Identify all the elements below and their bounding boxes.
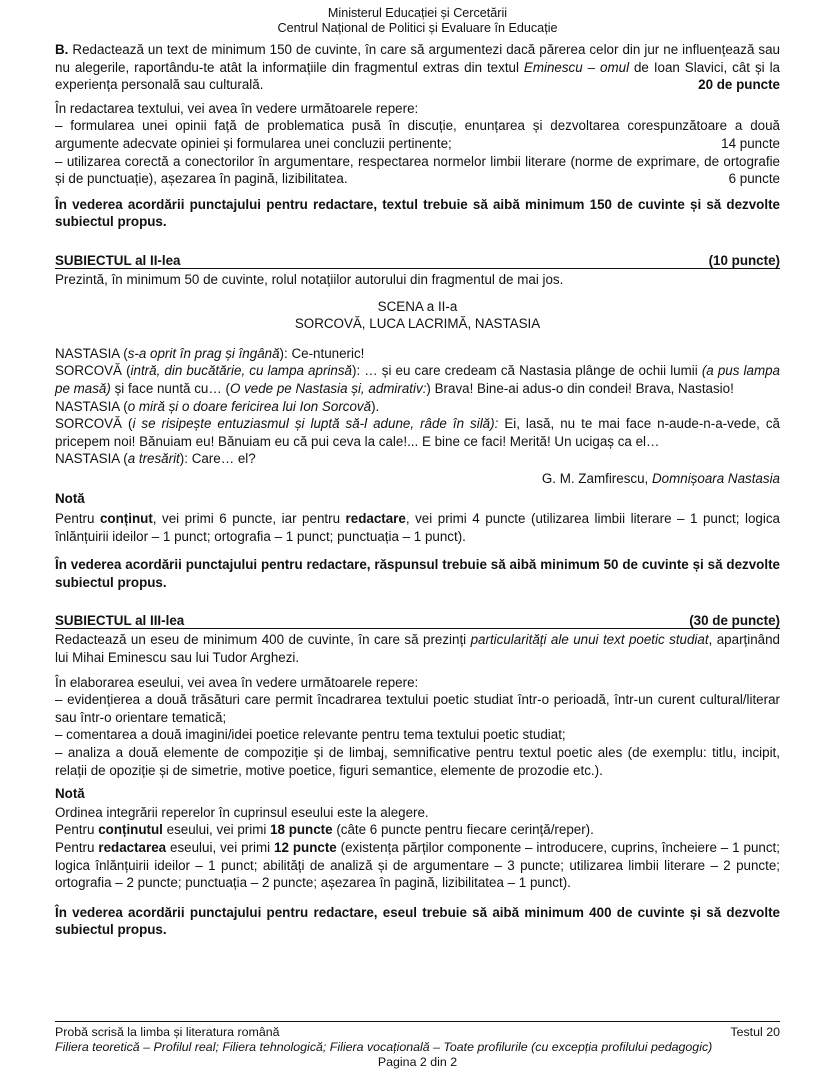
part-b-item-1: – formularea unei opinii față de problematica pusă în discuție, enunțarea și dezvoltarea corespunzătoare a două argumente adecvate opiniei și formularea unei concluzii pertinente; 14 puncte <box>55 118 780 151</box>
page-footer <box>55 1021 780 1070</box>
dialogue-line-2: SORCOVĂ (intră, din bucătărie, cu lampa aprinsă): … și eu care credeam că Nastasia plânge de ochii lumii (a pus lampa pe masă) și face nuntă cu… (O vede pe Nastasia și, admirativ:) Brava! Bine-ai adus-o din condei! Brava, Nastasio! <box>55 363 780 396</box>
subject-2-note: Pentru conținut, vei primi 6 puncte, iar pentru redactare, vei primi 4 puncte (utilizarea limbii literare – 1 punct; logica înlănțuirii ideilor – 1 punct; ortografia – 1 punct; punctuația – 1 punct). <box>55 511 780 544</box>
subject-3-note-title: Notă <box>55 786 85 802</box>
subject-3-intro: În elaborarea eseului, vei avea în vedere următoarele repere: <box>55 674 419 690</box>
part-b-item-2-points: 6 puncte <box>728 171 780 187</box>
dialogue-line-4: SORCOVĂ (i se risipește entuziasmul și luptă să-l adune, râde în silă): Ei, lasă, nu te mai face n-aude-n-a-vede, că pricepem noi! Bănuiam eu! Bănuiam eu că pui ceva la cale!... E bine ce faci! Merită! Un ucigaș ca el… <box>55 416 781 449</box>
ministry-name: Ministerul Educației și Cercetării <box>327 6 508 20</box>
subject-3-item-1: – evidențierea a două trăsături care permit încadrarea textului poetic studiat într-o perioadă, într-un curent cultural/literar sau într-o orientare tematică; <box>55 692 780 725</box>
subject-2-note-title: Notă <box>55 491 85 507</box>
fragment-source: G. M. Zamfirescu, Domnișoara Nastasia <box>541 470 780 486</box>
subject-3-task: Redactează un eseu de minimum 400 de cuvinte, în care să prezinți particularități ale unui text poetic studiat, aparținând lui Mihai Eminescu sau lui Tudor Arghezi. <box>55 632 781 666</box>
part-b-points: 20 de puncte <box>698 77 780 93</box>
subject-3-item-3: – analiza a două elemente de compoziție și de limbaj, semnificative pentru textul poetic ales (de exemplu: titlu, incipit, relații de opoziție și de simetrie, motive poetice, figuri semantice, elemente de prozodie etc.). <box>55 745 780 778</box>
subject-3-title: SUBIECTUL al III-lea <box>55 613 185 629</box>
part-b-label: B. <box>55 42 69 57</box>
subject-3-bold-note: În vederea acordării punctajului pentru redactare, eseul trebuie să aibă minimum 400 de cuvinte și să dezvolte subiectul propus. <box>55 904 780 938</box>
footer-exam-name: Probă scrisă la limba și literatura română <box>55 1025 280 1039</box>
subject-2-points: (10 puncte) <box>708 252 780 268</box>
subject-2-bold-note: În vederea acordării punctajului pentru redactare, răspunsul trebuie să aibă minimum 50 de cuvinte și să dezvolte subiectul propus. <box>55 557 780 590</box>
subject-2-task: Prezintă, în minimum 50 de cuvinte, rolul notațiilor autorului din fragmentul de mai jos. <box>55 271 564 287</box>
subject-2-heading <box>55 253 780 269</box>
part-b-item-1-points: 14 puncte <box>721 135 780 151</box>
dialogue-line-5: NASTASIA (a tresărit): Care… el? <box>55 451 256 467</box>
subject-3-note-1: Ordinea integrării reperelor în cuprinsul eseului este la alegere. <box>55 804 429 820</box>
part-b-item-2: – utilizarea corectă a conectorilor în argumentare, respectarea normelor limbii literare (norme de exprimare, de ortografie și de punctuație), așezarea în pagină, lizibilitatea. 6 puncte <box>55 153 780 187</box>
exam-page <box>55 0 780 1071</box>
part-b-bold-note: În vederea acordării punctajului pentru redactare, textul trebuie să aibă minimum 150 de cuvinte și să dezvolte subiectul propus. <box>55 196 780 230</box>
subject-2-title: SUBIECTUL al II-lea <box>55 252 181 268</box>
footer-profiles: Filiera teoretică – Profilul real; Filiera tehnologică; Filiera vocațională – Toate profilurile (cu excepția profilului pedagogic) <box>55 1040 713 1054</box>
footer-page-number: Pagina 2 din 2 <box>377 1055 458 1069</box>
subject-3-item-2: – comentarea a două imagini/idei poetice relevante pentru tema textului poetic studiat; <box>55 727 566 743</box>
subject-3-heading <box>55 613 780 629</box>
footer-test-number: Testul 20 <box>730 1025 780 1039</box>
dialogue-line-1: NASTASIA (s-a oprit în prag și îngână): Ce-ntuneric! <box>55 345 365 361</box>
scene-title: SCENA a II-a <box>377 298 458 314</box>
subject-3-points: (30 de puncte) <box>689 613 780 629</box>
part-b-intro: În redactarea textului, vei avea în vedere următoarele repere: <box>55 100 419 116</box>
subject-3-note-3: Pentru redactarea eseului, vei primi 12 puncte (existența părților componente – introducere, cuprins, încheiere – 1 punct; logica înlănțuirii ideilor – 1 punct; abilități de analiză și de argumentare – 3 puncte; utilizarea limbii literare – 2 puncte; ortografia – 2 puncte; punctuația – 2 puncte; așezarea în pagină, lizibilitatea – 1 punct). <box>55 839 780 891</box>
page-header <box>55 0 780 36</box>
dialogue-line-3: NASTASIA (o miră și o doare fericirea lui Ion Sorcovă). <box>55 398 380 414</box>
work-title: Eminescu – omul <box>523 59 630 75</box>
subject-3-note-2: Pentru conținutul eseului, vei primi 18 puncte (câte 6 puncte pentru fiecare cerință/reper). <box>55 822 594 838</box>
center-name: Centrul Național de Politici și Evaluare în Educație <box>277 21 558 35</box>
scene-characters: SORCOVĂ, LUCA LACRIMĂ, NASTASIA <box>294 316 541 332</box>
part-b-task: B. Redactează un text de minimum 150 de cuvinte, în care să argumentezi dacă părerea celor din jur ne influențează sau nu alegerile, raportându-te atât la informațiile din fragmentul extras din textul Eminescu – omul de Ioan Slavici, cât și la experiența personală sau culturală. 20 de puncte <box>55 42 780 93</box>
